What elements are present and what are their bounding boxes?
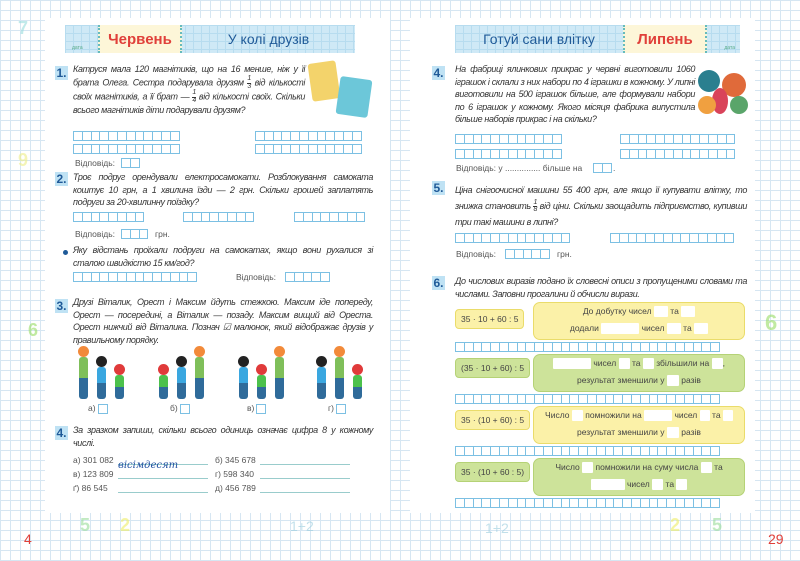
desc-text: До добутку чисел — [582, 306, 652, 316]
kid-head — [158, 364, 169, 375]
description-bubble — [533, 406, 745, 444]
kid-head — [176, 356, 187, 367]
month-title: Червень — [98, 25, 182, 53]
answer-grid[interactable] — [455, 498, 719, 508]
answer-grid[interactable] — [255, 131, 361, 141]
answer-label: Відповідь: — [456, 249, 497, 259]
kid-head — [194, 346, 205, 357]
answer-box[interactable] — [285, 272, 329, 282]
checkbox[interactable] — [98, 404, 108, 414]
decor-1plus2: 1+2 — [485, 520, 509, 536]
kid-body — [115, 375, 124, 399]
answer-end: . — [613, 163, 616, 173]
expression: 35 · (10 + 60 : 5) — [455, 462, 530, 482]
desc-text: та — [683, 323, 692, 333]
answer-grid[interactable] — [73, 272, 196, 282]
answer-grid[interactable] — [73, 212, 143, 222]
task-text: Катруся мала 120 магнітиків, що на 16 менше, ніж у її брата Олега. Сестра подарувала друзям — [73, 64, 305, 88]
expression: (35 · 10 + 60) : 5 — [455, 358, 530, 378]
description-bubble — [533, 302, 745, 340]
numerator: 1 — [192, 89, 196, 96]
kid-body — [177, 367, 186, 399]
answer-grid[interactable] — [455, 394, 719, 404]
answer-grid[interactable] — [73, 131, 179, 141]
kid-body — [159, 375, 168, 399]
answer-label: Відповідь: у ............... більше на — [456, 163, 583, 173]
answer-box[interactable] — [593, 163, 611, 173]
answer-cell[interactable] — [170, 131, 180, 141]
denominator: 8 — [533, 206, 537, 214]
left-header-banner — [65, 25, 355, 53]
answer-grid[interactable] — [455, 149, 561, 159]
answer-cell[interactable] — [552, 149, 562, 159]
kid-body — [257, 375, 266, 399]
blank-field[interactable] — [644, 410, 672, 421]
desc-text: збільшили на — [656, 358, 710, 368]
checkbox[interactable] — [256, 404, 266, 414]
option-a[interactable] — [88, 403, 108, 414]
right-header-banner — [455, 25, 740, 53]
blank-field[interactable] — [643, 358, 654, 369]
answer-cell[interactable] — [356, 212, 366, 222]
desc-text: результат зменшили у — [577, 375, 665, 385]
task-6-text: До числових виразів подано їх словесні описи з пропущеними словами та числами. Заповни прогалини й обчисли вирази. — [455, 276, 747, 299]
answer-cell[interactable] — [170, 144, 180, 154]
answer-cell[interactable] — [602, 163, 612, 173]
blank-field[interactable] — [681, 306, 695, 317]
blank-field[interactable] — [667, 323, 681, 334]
answer-grid[interactable] — [455, 446, 719, 456]
task-3-text: Друзі Віталик, Орест і Максим йдуть стежкою. Максим іде попереду, Орест — посередині, а Віталик — позаду. Максим вищий від Ореста. Орест нижчий від Віталика. Познач ☑ малюнок, який відображає друзів у правильному порядку. — [73, 297, 373, 345]
magnet-picture — [336, 76, 373, 118]
desc-text: разів — [681, 427, 701, 437]
blank-field[interactable] — [723, 410, 733, 421]
answer-grid[interactable] — [620, 134, 734, 144]
answer-box[interactable] — [121, 158, 139, 168]
expression: 35 · (10 + 60) : 5 — [455, 410, 530, 430]
desc-text: помножили на — [585, 410, 642, 420]
handwritten-answer: вісімдесят — [118, 460, 179, 471]
answer-cell[interactable] — [561, 233, 571, 243]
task-text: від ціни. Скільки заощадить підприємство, купивши три такі машини в липні? — [455, 201, 747, 227]
kid-body — [79, 357, 88, 399]
answer-box[interactable] — [505, 249, 549, 259]
topic-title: Готуй сани влітку — [483, 31, 595, 47]
decor-digit-6: 6 — [765, 310, 778, 335]
number-label: а) 301 082 — [73, 455, 114, 465]
task-number: 3. — [56, 299, 67, 313]
blank-field[interactable] — [591, 479, 625, 490]
desc-text: та — [631, 358, 641, 368]
month-title: Липень — [623, 25, 707, 53]
topic-title: У колі друзів — [227, 31, 310, 47]
decor-digit-5: 5 — [712, 515, 723, 535]
fraction — [192, 90, 196, 104]
denominator: 3 — [247, 82, 251, 90]
task-text: від кількості своїх. Скільки всього магнітиків діти подарували друзям? — [73, 91, 306, 115]
description-bubble — [533, 458, 745, 496]
description-bubble — [533, 354, 745, 392]
answer-cell[interactable] — [724, 233, 734, 243]
unit-label: грн. — [155, 229, 170, 239]
blank-field[interactable] — [701, 462, 712, 473]
magnet-picture — [307, 60, 340, 102]
task-number: 5. — [433, 181, 444, 195]
answer-line[interactable] — [118, 469, 208, 479]
desc-text: помножили на суму числа — [595, 462, 699, 472]
decor-digit-6: 6 — [28, 320, 39, 340]
decor-1plus2: 1+2 — [290, 518, 314, 534]
option-label: б) — [170, 403, 178, 413]
answer-cell[interactable] — [139, 229, 149, 239]
kid-head — [316, 356, 327, 367]
answer-cell[interactable] — [710, 446, 720, 456]
answer-grid[interactable] — [255, 144, 361, 154]
checkbox[interactable] — [180, 404, 190, 414]
friends-picture — [152, 349, 212, 399]
kid-head — [334, 346, 345, 357]
answer-grid[interactable] — [73, 144, 179, 154]
blank-field[interactable] — [582, 462, 593, 473]
task-1-text — [73, 63, 305, 117]
task-4-text: На фабриці ялинкових прикрас у червні виготовили 1060 іграшок і склали з них набори по 4 іграшки в кожному. У липні виготовили на 500 іграшок більше, але формували набори по 6 іграшок у кожному. Якого місяця фабрика випустила більше наборів прикрас і на скільки? — [455, 64, 695, 124]
checkbox[interactable] — [336, 404, 346, 414]
number-label: г) 598 340 — [215, 469, 255, 479]
task-number: 2. — [56, 172, 67, 186]
desc-text: Число — [555, 462, 580, 472]
blank-field[interactable] — [667, 375, 679, 386]
blank-field[interactable] — [572, 410, 583, 421]
ornament-picture — [698, 96, 716, 114]
option-b[interactable] — [170, 403, 190, 414]
answer-grid[interactable] — [183, 212, 253, 222]
answer-label: Відповідь: — [75, 158, 116, 168]
desc-text: , — [722, 358, 725, 368]
task-number: 1. — [56, 66, 67, 80]
fraction — [533, 200, 537, 214]
task-2-extra-text: Яку відстань проїхали подруги на самокатах, якщо вони рухалися зі сталою швидкістю 15 км/год? — [73, 245, 373, 268]
kid-head — [114, 364, 125, 375]
bullet-icon — [63, 250, 68, 255]
friends-picture — [232, 349, 292, 399]
option-v[interactable] — [247, 403, 266, 414]
number-label: б) 345 678 — [215, 455, 256, 465]
kid-body — [275, 357, 284, 399]
answer-cell[interactable] — [710, 498, 720, 508]
answer-line[interactable] — [118, 455, 208, 471]
answer-cell[interactable] — [710, 394, 720, 404]
kid-body — [239, 367, 248, 399]
kid-body — [335, 357, 344, 399]
date-label: дата — [72, 45, 83, 51]
fraction — [247, 76, 251, 90]
kid-head — [256, 364, 267, 375]
task-2-text: Троє подруг орендували електросамокати. Розблокування самоката коштує 10 грн, а 1 хвилина їзди — 2 грн. Скільки грошей заплатять подруги за 20-хвилинну поїздку? — [73, 172, 373, 207]
answer-cell[interactable] — [187, 272, 197, 282]
desc-text: та — [712, 410, 721, 420]
decor-digit-9: 9 — [18, 150, 29, 170]
blank-field[interactable] — [654, 306, 668, 317]
answer-grid[interactable] — [455, 342, 719, 352]
task-5-text — [455, 182, 747, 230]
answer-grid[interactable] — [610, 233, 733, 243]
kid-body — [97, 367, 106, 399]
decor-digit-5: 5 — [80, 515, 91, 535]
kid-head — [238, 356, 249, 367]
answer-cell[interactable] — [552, 134, 562, 144]
answer-box[interactable] — [121, 229, 147, 239]
option-label: г) — [328, 403, 334, 413]
unit-label: грн. — [557, 249, 572, 259]
desc-text: чисел — [674, 410, 698, 420]
blank-field[interactable] — [700, 410, 710, 421]
answer-cell[interactable] — [352, 131, 362, 141]
answer-line[interactable] — [260, 483, 350, 493]
answer-line[interactable] — [260, 469, 350, 479]
number-label: в) 123 809 — [73, 469, 114, 479]
page-number: 29 — [768, 531, 784, 547]
kid-head — [274, 346, 285, 357]
option-label: а) — [88, 403, 96, 413]
desc-text: чисел — [626, 479, 650, 489]
kid-head — [96, 356, 107, 367]
blank-field[interactable] — [667, 427, 679, 438]
decor-digit-2: 2 — [120, 515, 131, 535]
answer-label: Відповідь: — [75, 229, 116, 239]
numerator: 1 — [533, 198, 537, 206]
answer-line[interactable] — [260, 455, 350, 465]
task-text: Ціна снігоочисної машини 55 400 грн, але якщо її купувати влітку, то знижка становить — [455, 185, 747, 211]
answer-cell[interactable] — [130, 158, 140, 168]
date-label: дата — [724, 45, 735, 51]
answer-cell[interactable] — [710, 342, 720, 352]
blank-field[interactable] — [553, 358, 591, 369]
answer-cell[interactable] — [135, 212, 145, 222]
desc-text: Число — [545, 410, 570, 420]
denominator: 4 — [192, 96, 196, 104]
page-number: 4 — [24, 531, 32, 547]
blank-field[interactable] — [652, 479, 663, 490]
answer-cell[interactable] — [245, 212, 255, 222]
blank-field[interactable] — [694, 323, 708, 334]
blank-field[interactable] — [676, 479, 687, 490]
friends-picture — [72, 349, 132, 399]
kid-head — [352, 364, 363, 375]
desc-text: додали — [569, 323, 599, 333]
answer-line[interactable] — [118, 483, 208, 493]
answer-cell[interactable] — [320, 272, 330, 282]
task-number: 6. — [433, 276, 444, 290]
desc-text: та — [714, 462, 723, 472]
decor-digit-7: 7 — [18, 18, 29, 38]
answer-cell[interactable] — [726, 149, 736, 159]
friends-picture — [310, 349, 370, 399]
desc-text: та — [665, 479, 675, 489]
decor-digit-2: 2 — [670, 515, 681, 535]
numerator: 1 — [247, 75, 251, 82]
right-page — [400, 0, 800, 561]
blank-field[interactable] — [619, 358, 630, 369]
blank-field[interactable] — [601, 323, 639, 334]
kid-body — [317, 367, 326, 399]
desc-text: чисел — [593, 358, 617, 368]
kid-body — [353, 375, 362, 399]
option-label: в) — [247, 403, 255, 413]
answer-cell[interactable] — [352, 144, 362, 154]
answer-grid[interactable] — [455, 233, 569, 243]
desc-text: разів — [681, 375, 701, 385]
task-text: від кількості своїх магнітиків, а її брат — — [73, 77, 306, 102]
option-g[interactable] — [328, 403, 346, 414]
answer-cell[interactable] — [540, 249, 550, 259]
number-label: д) 456 789 — [215, 483, 256, 493]
kid-body — [195, 357, 204, 399]
desc-text: та — [670, 306, 679, 316]
desc-text: результат зменшили у — [577, 427, 665, 437]
task-4-text: За зразком запиши, скільки всього одиниць означає цифра 8 у кожному числі. — [73, 425, 373, 448]
blank-field[interactable] — [712, 358, 723, 369]
answer-grid[interactable] — [294, 212, 364, 222]
number-label: ґ) 86 545 — [73, 483, 108, 493]
answer-label: Відповідь: — [236, 272, 277, 282]
task-number: 4. — [56, 426, 67, 440]
ornament-picture — [730, 96, 748, 114]
task-number: 4. — [433, 66, 444, 80]
answer-grid[interactable] — [455, 134, 561, 144]
kid-head — [78, 346, 89, 357]
desc-text: чисел — [641, 323, 665, 333]
answer-grid[interactable] — [620, 149, 734, 159]
expression: 35 · 10 + 60 : 5 — [455, 309, 524, 329]
answer-cell[interactable] — [726, 134, 736, 144]
